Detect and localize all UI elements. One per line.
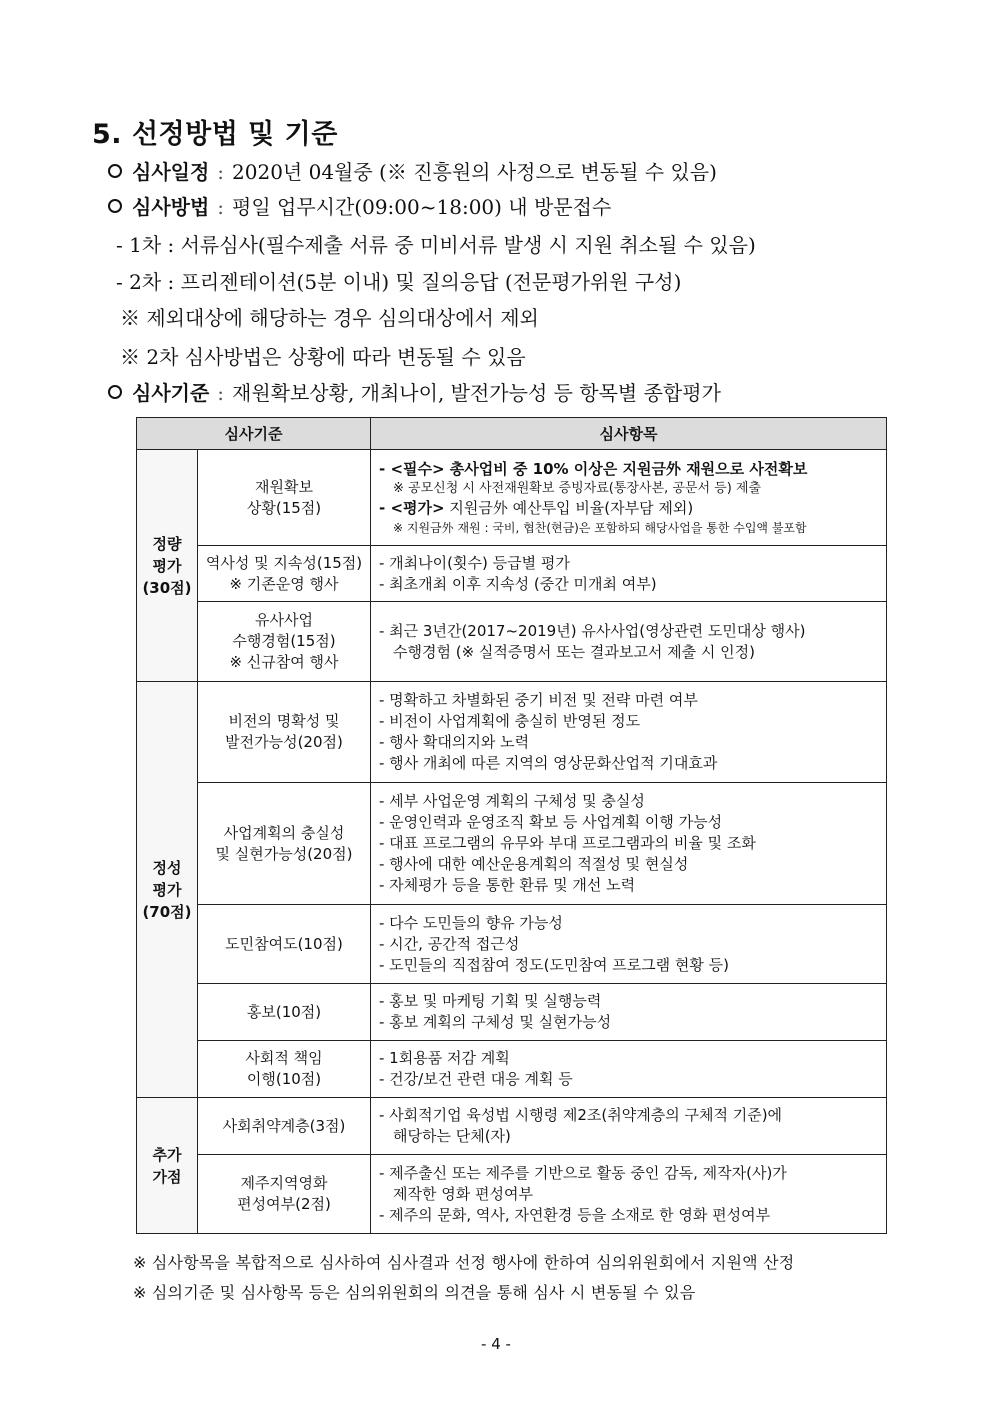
criterion-promotion (198, 984, 371, 1041)
item-text: - 도민들의 직접참여 정도(도민참여 프로그램 현황 등) (379, 955, 730, 974)
colon: : (217, 195, 225, 219)
item-text: - 최근 3년간(2017~2019년) 유사사업(영상관련 도민대상 행사) (379, 621, 806, 640)
method-label: 심사방법 (132, 195, 210, 219)
schedule-label: 심사일정 (132, 160, 210, 184)
method-value: 평일 업무시간(09:00~18:00) 내 방문접수 (232, 195, 612, 219)
footnote-1: ※ 심사항목을 복합적으로 심사하여 심사결과 선정 행사에 한하여 심의위원회에서 지원액 산정 (133, 1253, 795, 1272)
criterion-label: 및 실현가능성(20점) (215, 844, 353, 863)
colon: : (217, 160, 225, 184)
criterion-vision (198, 682, 371, 783)
step2-line: - 2차 : 프리젠테이션(5분 이내) 및 질의응답 (전문평가위원 구성) (116, 270, 682, 294)
criterion-label: 편성여부(2점) (237, 1195, 331, 1213)
items-experience (371, 602, 887, 682)
item-text: - 홍보 계획의 구체성 및 실현가능성 (379, 1013, 612, 1031)
criterion-label: 재원확보 (255, 477, 313, 496)
criteria-label: 심사기준 (132, 381, 210, 405)
items-participation (371, 905, 887, 984)
items-jeju-film (371, 1155, 887, 1234)
items-plan (371, 783, 887, 905)
criterion-responsibility (198, 1041, 371, 1098)
item-text: - 사회적기업 육성법 시행령 제2조(취약계층의 구체적 기준)에 (379, 1106, 783, 1124)
criterion-label: 유사사업 (255, 611, 313, 629)
criteria-line (108, 377, 721, 406)
header-criteria: 심사기준 (137, 418, 371, 450)
footnote-2: ※ 심의기준 및 심사항목 등은 심의위원회의 의견을 통해 심사 시 변동될 수 있음 (133, 1283, 696, 1302)
criterion-label: 발전가능성(20점) (225, 733, 343, 751)
item-text: - 시간, 공간적 접근성 (379, 934, 520, 953)
item-text: - 최초개최 이후 지속성 (중간 미개최 여부) (379, 574, 657, 593)
criterion-label: 사회취약계층(3점) (222, 1116, 346, 1135)
item-text: - 개최나이(횟수) 등급별 평가 (379, 553, 570, 572)
criterion-label: 사회적 책임 (245, 1049, 323, 1067)
circle-bullet-icon (108, 385, 122, 399)
criteria-table (136, 417, 887, 1234)
schedule-value: 2020년 04월중 (※ 진흥원의 사정으로 변동될 수 있음) (232, 160, 717, 184)
step1-line: - 1차 : 서류심사(필수제출 서류 중 미비서류 발생 시 지원 취소될 수 있음) (116, 233, 756, 257)
item-text: - 세부 사업운영 계획의 구체성 및 충실성 (379, 792, 645, 810)
circle-bullet-icon (108, 199, 122, 213)
group-label: 정성 (152, 858, 182, 877)
group-label: 평가 (152, 556, 182, 575)
items-funding (371, 450, 887, 546)
group-qualitative (137, 682, 198, 1098)
item-text: 해당하는 단체(자) (393, 1127, 511, 1145)
items-vision (371, 682, 887, 783)
criterion-label: 홍보(10점) (246, 1002, 322, 1021)
group-bonus (137, 1098, 198, 1234)
circle-bullet-icon (108, 164, 122, 178)
item-text: - 대표 프로그램의 유무와 부대 프로그램과의 비율 및 조화 (379, 834, 756, 852)
item-text: - <필수> 총사업비 중 10% 이상은 지원금外 재원으로 사전확보 (379, 459, 808, 478)
item-text: - 행사에 대한 예산운용계획의 적절성 및 현실성 (379, 855, 689, 873)
items-responsibility (371, 1041, 887, 1098)
criterion-label: 수행경험(15점) (232, 632, 336, 650)
method-change-note: ※ 2차 심사방법은 상황에 따라 변동될 수 있음 (120, 345, 526, 369)
item-note: ※ 공모신청 시 사전재원확보 증빙자료(통장사본, 공문서 등) 제출 (393, 480, 762, 496)
group-label: 추가 (152, 1145, 182, 1164)
criterion-participation (198, 905, 371, 984)
criterion-label: 사업계획의 충실성 (223, 823, 345, 842)
item-text: - 행사 개최에 따른 지역의 영상문화산업적 기대효과 (379, 754, 718, 772)
schedule-line (108, 156, 717, 185)
group-quantitative (137, 450, 198, 682)
criterion-history (198, 546, 371, 602)
item-text: 수행경험 (※ 실적증명서 또는 결과보고서 제출 시 인정) (393, 642, 755, 661)
group-label: 정량 (152, 534, 182, 553)
colon: : (217, 381, 225, 405)
item-note: ※ 지원금外 재원 : 국비, 협찬(현금)은 포함하되 해당사업을 통한 수입액 불포함 (393, 520, 807, 535)
item-text: - 명확하고 차별화된 중기 비전 및 전략 마련 여부 (379, 691, 698, 709)
group-score: (70점) (142, 902, 192, 921)
group-score: (30점) (142, 578, 192, 597)
item-text: - 행사 확대의지와 노력 (379, 733, 530, 751)
section-heading: 5. 선정방법 및 기준 (92, 119, 338, 150)
criterion-vulnerable (198, 1098, 371, 1155)
criterion-label: 이행(10점) (246, 1070, 322, 1088)
criterion-jeju-film (198, 1155, 371, 1234)
criterion-funding (198, 450, 371, 546)
criterion-label: ※ 신규참여 행사 (229, 653, 339, 671)
item-text: - 다수 도민들의 향유 가능성 (379, 913, 563, 932)
item-text: - 건강/보건 관련 대응 계획 등 (379, 1070, 573, 1088)
page-number: - 4 - (481, 1335, 511, 1353)
item-text: 제작한 영화 편성여부 (393, 1184, 533, 1203)
exclusion-note: ※ 제외대상에 해당하는 경우 심의대상에서 제외 (120, 306, 539, 330)
criterion-experience (198, 602, 371, 682)
criterion-label: 제주지역영화 (240, 1174, 328, 1192)
items-vulnerable (371, 1098, 887, 1155)
criterion-label: ※ 기존운영 행사 (229, 574, 339, 593)
header-items: 심사항목 (371, 418, 887, 450)
item-text: 지원금外 예산투입 비율(자부담 제외) (444, 498, 694, 517)
criterion-label: 역사성 및 지속성(15점) (205, 553, 363, 572)
item-text: - 홍보 및 마케팅 기획 및 실행능력 (379, 992, 602, 1010)
group-label: 가점 (152, 1167, 182, 1186)
item-text: - <평가> (379, 498, 445, 517)
item-text: - 비전이 사업계획에 충실히 반영된 정도 (379, 712, 641, 730)
items-history (371, 546, 887, 602)
criterion-label: 상황(15점) (246, 498, 322, 517)
item-text: - 제주출신 또는 제주를 기반으로 활동 중인 감독, 제작자(사)가 (379, 1163, 787, 1182)
group-label: 평가 (152, 880, 182, 899)
criterion-label: 도민참여도(10점) (225, 934, 343, 953)
item-text: - 1회용품 저감 계획 (379, 1049, 510, 1067)
criteria-value: 재원확보상황, 개최나이, 발전가능성 등 항목별 종합평가 (232, 381, 721, 405)
item-text: - 자체평가 등을 통한 환류 및 개선 노력 (379, 876, 636, 894)
method-line (108, 191, 611, 220)
criterion-label: 비전의 명확성 및 (228, 712, 340, 730)
item-text: - 제주의 문화, 역사, 자연환경 등을 소재로 한 영화 편성여부 (379, 1205, 771, 1224)
criterion-plan (198, 783, 371, 905)
item-text: - 운영인력과 운영조직 확보 등 사업계획 이행 가능성 (379, 813, 723, 831)
items-promotion (371, 984, 887, 1041)
